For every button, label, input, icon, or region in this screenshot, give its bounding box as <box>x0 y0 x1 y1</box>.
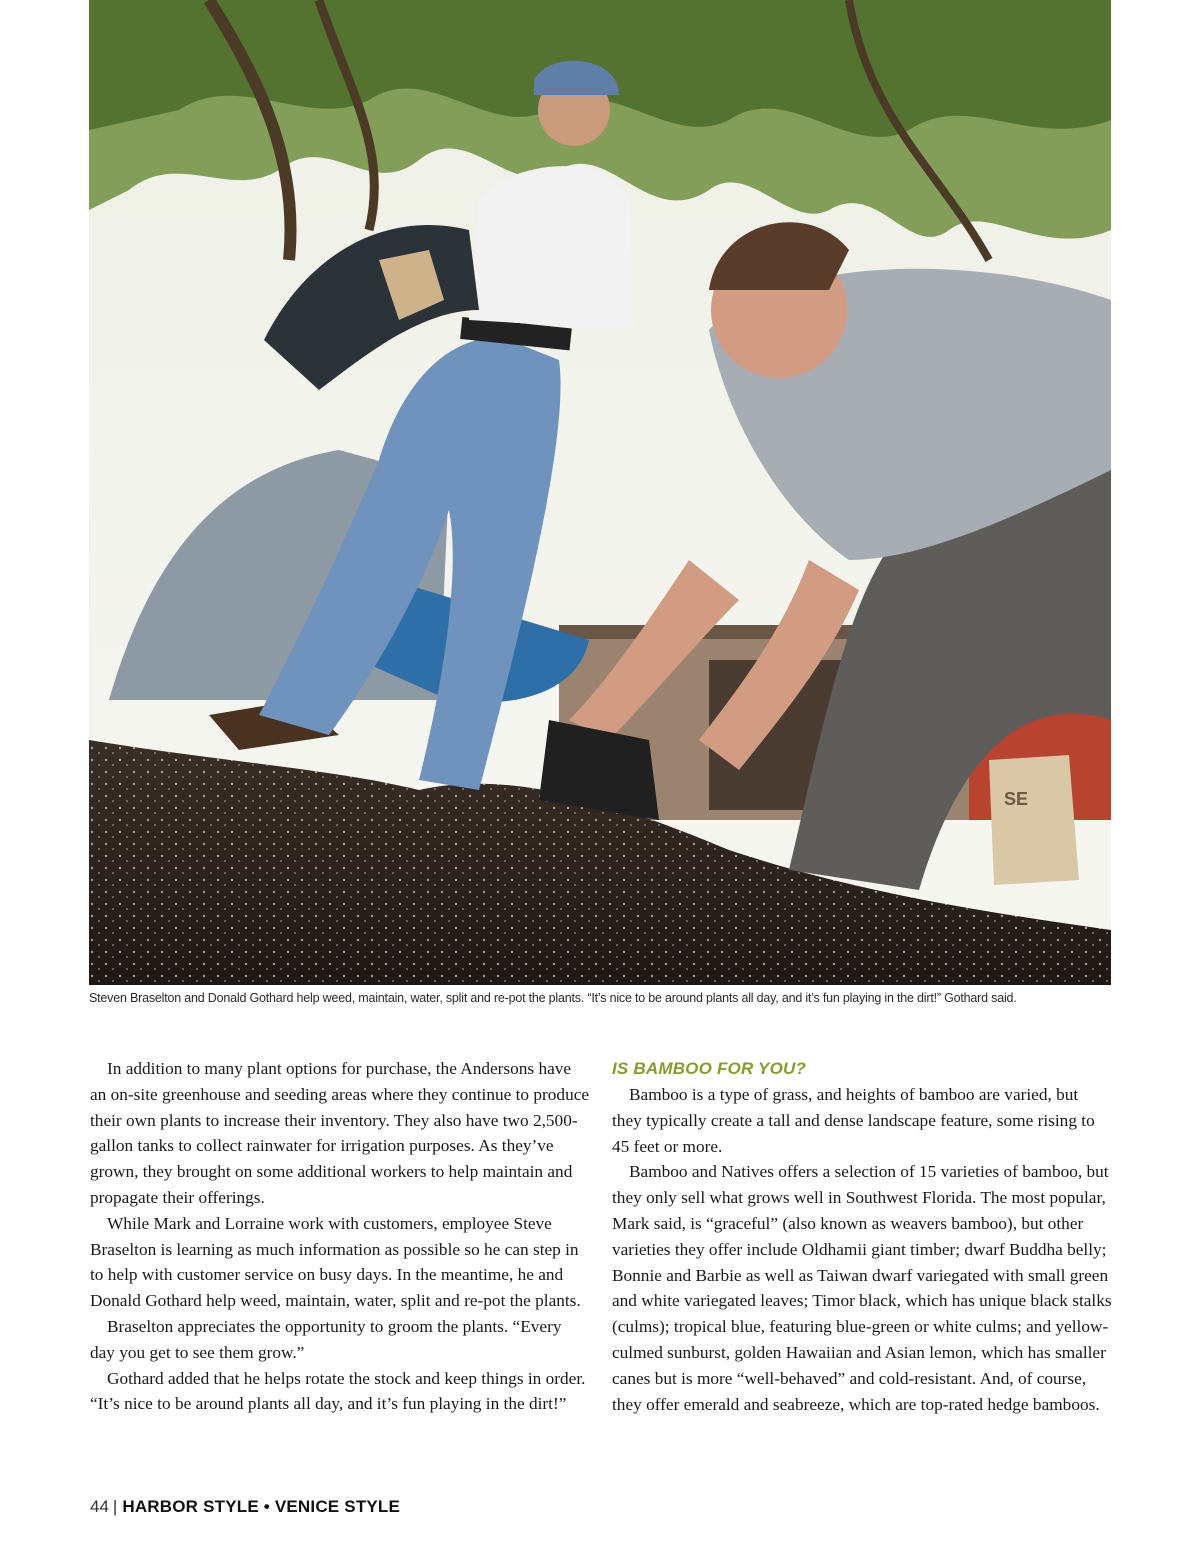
workers-repotting-illustration <box>89 0 1111 985</box>
feature-photo <box>89 0 1111 985</box>
left-column <box>90 1056 590 1417</box>
footer-separator: | <box>112 1497 118 1516</box>
body-paragraph: Braselton appreciates the opportunity to groom the plants. “Every day you get to see them grow.” <box>90 1316 562 1362</box>
page-number: 44 <box>90 1497 109 1516</box>
bag-label: SE <box>1004 789 1029 809</box>
section-heading: IS BAMBOO FOR YOU? <box>612 1059 807 1078</box>
body-paragraph: Gothard added that he helps rotate the stock and keep things in order. “It’s nice to be around plants all day, and it’s fun playing in the dirt!” <box>90 1368 586 1414</box>
photo-caption: Steven Braselton and Donald Gothard help weed, maintain, water, split and re-pot the plants. “It’s nice to be around plants all day, and it’s fun playing in the dirt!” Gothard said. <box>89 991 1017 1005</box>
body-paragraph: Bamboo and Natives offers a selection of 15 varieties of bamboo, but they only sell what grows well in Southwest Florida. The most popular, Mark said, is “graceful” (also known as weavers bamboo), but other varieties they offer include Oldhamii giant timber; dwarf Buddha belly; Bonnie and Barbie as well as Taiwan dwarf variegated with small green and white variegated leaves; Timor black, which has unique black stalks (culms); tropical blue, featuring blue-green or white culms; and yellow-culmed sunburst, golden Hawaiian and Asian lemon, which has smaller canes but is more “well-behaved” and cold-resistant. And, of course, they offer emerald and seabreeze, which are top-rated hedge bamboos. <box>612 1162 1112 1414</box>
body-paragraph: While Mark and Lorraine work with customers, employee Steve Braselton is learning as much information as possible so he can step in to help with customer service on busy days. In the meantime, he and Donald Gothard help weed, maintain, water, split and re-pot the plants. <box>90 1213 581 1311</box>
right-column <box>612 1056 1112 1417</box>
page-footer <box>90 1496 400 1518</box>
body-paragraph: Bamboo is a type of grass, and heights of bamboo are varied, but they typically create a tall and dense landscape feature, some rising to 45 feet or more. <box>612 1085 1095 1156</box>
body-paragraph: In addition to many plant options for purchase, the Andersons have an on-site greenhouse and seeding areas where they continue to produce their own plants to increase their inventory. They also have two 2,500-gallon tanks to collect rainwater for irrigation purposes. As they’ve grown, they brought on some additional workers to help maintain and propagate their offerings. <box>90 1059 590 1207</box>
publication-name: HARBOR STYLE • VENICE STYLE <box>122 1497 401 1516</box>
